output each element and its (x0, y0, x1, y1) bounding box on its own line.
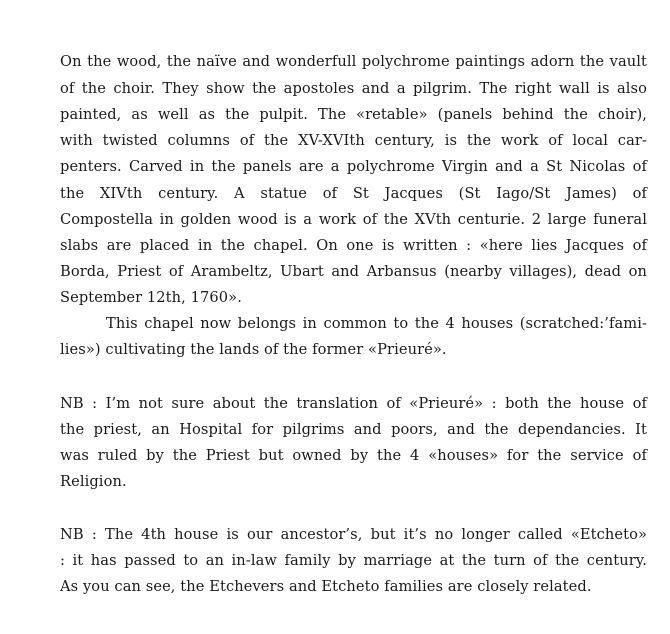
paragraph-2-line-1: This chapel now belongs in common to the 4 houses (scratched:’fami- (106, 315, 647, 332)
paragraph-2-line-2: lies») cultivating the lands of the former «Prieuré». (60, 341, 447, 358)
paragraph-1-line-10: September 12th, 1760». (60, 289, 242, 306)
note-2-line-1: NB : The 4th house is our ancestor’s, but it’s no longer called «Etcheto» (60, 526, 647, 543)
note-1-line-3: was ruled by the Priest but owned by the 4 «houses» for the service of (60, 447, 647, 464)
note-1-line-4: Religion. (60, 473, 127, 490)
paragraph-1-line-6: the XIVth century. A statue of St Jacques (St Iago/St James) of (60, 185, 647, 202)
paragraph-1-line-4: with twisted columns of the XV-XVIth century, is the work of local car- (60, 132, 647, 149)
paragraph-1-line-8: slabs are placed in the chapel. On one is written : «here lies Jacques of (60, 237, 647, 254)
paragraph-1-line-9: Borda, Priest of Arambeltz, Ubart and Arbansus (nearby villages), dead on (60, 263, 647, 280)
paragraph-1-line-2: of the choir. They show the apostoles and a pilgrim. The right wall is also (60, 80, 647, 97)
note-1-line-2: the priest, an Hospital for pilgrims and poors, and the dependancies. It (60, 421, 647, 438)
note-2-line-3: As you can see, the Etchevers and Etcheto families are closely related. (60, 578, 592, 595)
paragraph-1-line-7: Compostella in golden wood is a work of the XVth centurie. 2 large funeral (60, 211, 647, 228)
paragraph-1-line-3: painted, as well as the pulpit. The «retable» (panels behind the choir), (60, 106, 647, 123)
paragraph-1-line-5: penters. Carved in the panels are a polychrome Virgin and a St Nicolas of (60, 158, 647, 175)
note-1-line-1: NB : I’m not sure about the translation of «Prieuré» : both the house of (60, 395, 647, 412)
paragraph-1-line-1: On the wood, the naïve and wonderfull polychrome paintings adorn the vault (60, 53, 647, 70)
note-2-line-2: : it has passed to an in-law family by marriage at the turn of the century. (60, 552, 647, 569)
